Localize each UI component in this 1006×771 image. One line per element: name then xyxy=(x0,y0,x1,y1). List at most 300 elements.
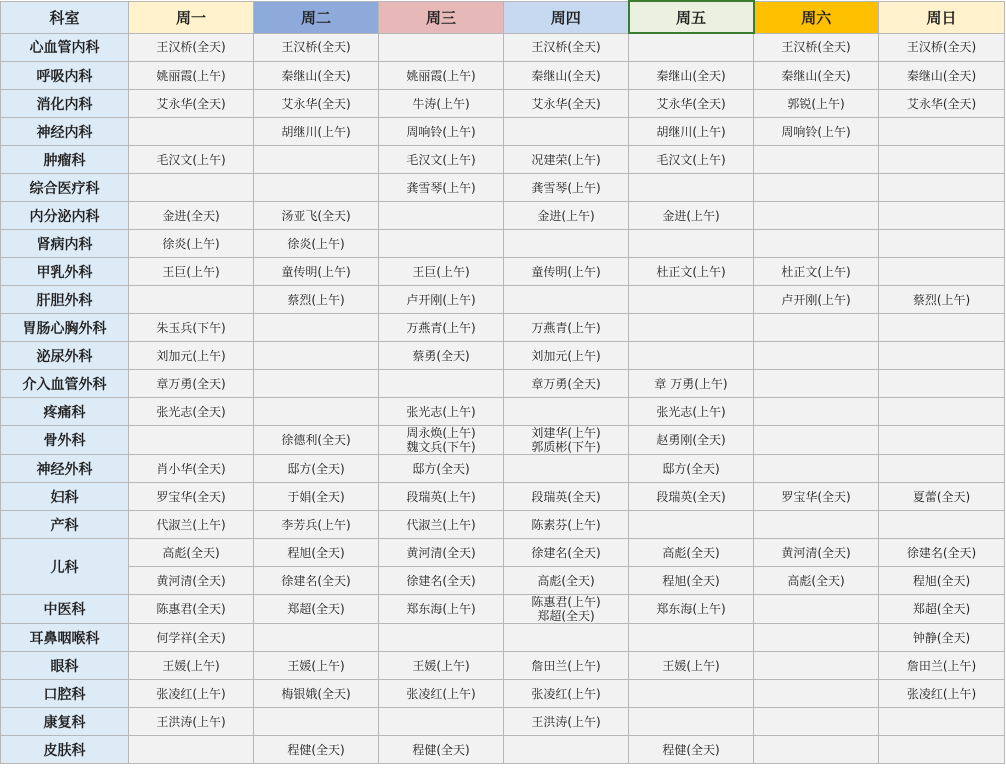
doctor-entry: 王洪涛(上午) xyxy=(531,714,601,729)
department-cell: 疼痛科 xyxy=(1,398,129,426)
doctor-entry: 蔡勇(全天) xyxy=(412,348,470,363)
schedule-cell xyxy=(879,426,1005,455)
schedule-cell xyxy=(754,90,879,118)
schedule-cell xyxy=(504,680,629,708)
department-cell: 中医科 xyxy=(1,595,129,624)
schedule-cell xyxy=(379,680,504,708)
doctor-entry: 童传明(上午) xyxy=(281,264,351,279)
doctor-entry: 王汉桥(全天) xyxy=(156,40,226,55)
table-row xyxy=(1,398,1005,426)
schedule-cell xyxy=(379,258,504,286)
schedule-cell xyxy=(629,483,754,511)
schedule-cell xyxy=(504,230,629,258)
schedule-cell xyxy=(254,511,379,539)
doctor-entry: 秦继山(全天) xyxy=(781,68,851,83)
doctor-entry: 邸方(全天) xyxy=(412,461,470,476)
table-row xyxy=(1,314,1005,342)
schedule-cell xyxy=(629,426,754,455)
schedule-cell xyxy=(254,708,379,736)
department-cell: 泌尿外科 xyxy=(1,342,129,370)
doctor-entry: 梅银娥(全天) xyxy=(281,686,351,701)
schedule-cell xyxy=(129,370,254,398)
doctor-entry: 章万勇(全天) xyxy=(531,376,601,391)
schedule-cell xyxy=(754,736,879,764)
doctor-entry: 毛汉文(上午) xyxy=(656,152,726,167)
doctor-entry: 万燕青(上午) xyxy=(406,320,476,335)
department-cell: 眼科 xyxy=(1,652,129,680)
table-row xyxy=(1,680,1005,708)
day-header-tue: 周二 xyxy=(254,1,379,33)
schedule-cell xyxy=(879,286,1005,314)
schedule-cell xyxy=(879,539,1005,567)
department-cell: 内分泌内科 xyxy=(1,202,129,230)
department-cell: 肾病内科 xyxy=(1,230,129,258)
doctor-entry: 黄河清(全天) xyxy=(406,545,476,560)
doctor-entry: 罗宝华(全天) xyxy=(156,489,226,504)
doctor-entry: 徐建名(全天) xyxy=(281,573,351,588)
doctor-entry: 李芳兵(上午) xyxy=(281,517,351,532)
schedule-cell xyxy=(254,483,379,511)
doctor-entry: 钟静(全天) xyxy=(912,630,971,645)
schedule-cell xyxy=(379,539,504,567)
table-row xyxy=(1,539,1005,567)
schedule-cell xyxy=(504,398,629,426)
doctor-entry: 章 万勇(上午) xyxy=(654,376,728,391)
schedule-cell xyxy=(504,455,629,483)
schedule-cell xyxy=(629,202,754,230)
schedule-cell xyxy=(879,398,1005,426)
schedule-cell xyxy=(504,511,629,539)
doctor-entry: 周响铃(上午) xyxy=(406,124,476,139)
doctor-entry: 徐炎(上午) xyxy=(162,236,220,251)
doctor-entry: 代淑兰(上午) xyxy=(156,517,226,532)
doctor-entry: 黄河清(全天) xyxy=(781,545,851,560)
schedule-cell xyxy=(129,62,254,90)
table-row xyxy=(1,708,1005,736)
schedule-cell xyxy=(254,314,379,342)
schedule-cell xyxy=(754,118,879,146)
schedule-cell xyxy=(379,174,504,202)
schedule-cell xyxy=(254,202,379,230)
doctor-entry: 徐建名(全天) xyxy=(406,573,476,588)
department-cell: 神经外科 xyxy=(1,455,129,483)
schedule-cell xyxy=(504,736,629,764)
schedule-cell xyxy=(129,595,254,624)
doctor-entry: 童传明(上午) xyxy=(531,264,601,279)
doctor-entry: 龚雪琴(上午) xyxy=(406,180,476,195)
doctor-entry: 秦继山(全天) xyxy=(531,68,601,83)
doctor-entry: 王媛(上午) xyxy=(162,658,220,673)
schedule-cell xyxy=(129,118,254,146)
schedule-cell xyxy=(754,314,879,342)
header-row xyxy=(1,1,1005,33)
schedule-cell xyxy=(129,286,254,314)
schedule-cell xyxy=(504,652,629,680)
department-cell: 肿瘤科 xyxy=(1,146,129,174)
schedule-cell xyxy=(379,455,504,483)
doctor-entry: 夏蕾(全天) xyxy=(912,489,971,504)
schedule-cell xyxy=(629,342,754,370)
department-cell: 消化内科 xyxy=(1,90,129,118)
doctor-entry: 郑东海(上午) xyxy=(406,602,476,616)
schedule-cell xyxy=(379,342,504,370)
doctor-entry: 刘加元(上午) xyxy=(531,348,601,363)
schedule-cell xyxy=(629,230,754,258)
doctor-entry: 万燕青(上午) xyxy=(531,320,601,335)
schedule-cell xyxy=(254,146,379,174)
schedule-cell xyxy=(379,146,504,174)
schedule-cell xyxy=(129,342,254,370)
schedule-cell xyxy=(379,90,504,118)
day-header-mon: 周一 xyxy=(129,1,254,33)
schedule-cell xyxy=(754,567,879,595)
schedule-cell xyxy=(754,146,879,174)
schedule-cell xyxy=(879,483,1005,511)
doctor-entry: 王媛(上午) xyxy=(662,658,720,673)
schedule-cell xyxy=(254,370,379,398)
doctor-entry: 陈素芬(上午) xyxy=(531,517,601,532)
table-row xyxy=(1,511,1005,539)
department-cell: 神经内科 xyxy=(1,118,129,146)
schedule-cell xyxy=(129,511,254,539)
doctor-entry: 王媛(上午) xyxy=(287,658,345,673)
doctor-entry: 高彪(全天) xyxy=(787,573,845,588)
schedule-cell xyxy=(504,567,629,595)
schedule-cell xyxy=(504,62,629,90)
schedule-cell xyxy=(504,174,629,202)
doctor-entry: 杜正文(上午) xyxy=(781,264,851,279)
doctor-entry: 段瑞英(上午) xyxy=(406,489,476,504)
schedule-cell xyxy=(254,90,379,118)
doctor-entry: 蔡烈(上午) xyxy=(287,292,345,307)
schedule-cell xyxy=(504,202,629,230)
schedule-cell xyxy=(754,258,879,286)
department-cell: 介入血管外科 xyxy=(1,370,129,398)
doctor-entry: 王汉桥(全天) xyxy=(531,40,601,55)
doctor-entry: 程旭(全天) xyxy=(287,545,345,560)
schedule-cell xyxy=(129,539,254,567)
doctor-entry: 卢开刚(上午) xyxy=(406,292,476,307)
table-row xyxy=(1,118,1005,146)
doctor-entry: 徐德利(全天) xyxy=(281,433,351,447)
department-cell: 综合医疗科 xyxy=(1,174,129,202)
table-row xyxy=(1,230,1005,258)
table-row xyxy=(1,426,1005,455)
doctor-entry: 胡继川(上午) xyxy=(656,124,726,139)
table-row xyxy=(1,736,1005,764)
schedule-cell xyxy=(879,455,1005,483)
doctor-entry: 朱玉兵(下午) xyxy=(156,320,226,335)
schedule-cell xyxy=(379,398,504,426)
doctor-entry: 张凌红(上午) xyxy=(406,686,476,701)
department-cell: 肝胆外科 xyxy=(1,286,129,314)
doctor-entry: 金进(上午) xyxy=(537,208,595,223)
schedule-cell xyxy=(379,230,504,258)
schedule-cell xyxy=(504,33,629,62)
doctor-entry: 蔡烈(上午) xyxy=(912,292,971,307)
doctor-entry: 王巨(上午) xyxy=(412,264,470,279)
doctor-entry: 况建荣(上午) xyxy=(531,152,601,167)
schedule-cell xyxy=(879,624,1005,652)
schedule-cell xyxy=(504,539,629,567)
schedule-cell xyxy=(629,314,754,342)
table-row xyxy=(1,62,1005,90)
doctor-entry: 魏文兵(下午) xyxy=(406,440,476,454)
schedule-cell xyxy=(629,146,754,174)
schedule-cell xyxy=(254,680,379,708)
schedule-cell xyxy=(129,230,254,258)
doctor-entry: 王汉桥(全天) xyxy=(281,40,351,55)
doctor-entry: 毛汉文(上午) xyxy=(156,152,226,167)
schedule-cell xyxy=(754,370,879,398)
schedule-cell xyxy=(629,511,754,539)
schedule-cell xyxy=(379,708,504,736)
table-row xyxy=(1,258,1005,286)
doctor-entry: 陈惠君(上午) xyxy=(531,595,601,609)
schedule-cell xyxy=(129,455,254,483)
schedule-cell xyxy=(629,398,754,426)
schedule-cell xyxy=(629,736,754,764)
schedule-cell xyxy=(129,483,254,511)
doctor-entry: 邸方(全天) xyxy=(287,461,345,476)
schedule-cell xyxy=(129,426,254,455)
department-cell: 康复科 xyxy=(1,708,129,736)
doctor-entry: 姚丽霞(上午) xyxy=(156,68,226,83)
doctor-entry: 黄河清(全天) xyxy=(156,573,226,588)
schedule-cell xyxy=(379,370,504,398)
doctor-entry: 段瑞英(全天) xyxy=(656,489,726,504)
schedule-cell xyxy=(379,624,504,652)
schedule-cell xyxy=(629,286,754,314)
schedule-cell xyxy=(129,314,254,342)
table-row xyxy=(1,342,1005,370)
schedule-cell xyxy=(629,539,754,567)
doctor-entry: 张凌红(上午) xyxy=(531,686,601,701)
table-row xyxy=(1,90,1005,118)
schedule-cell xyxy=(504,258,629,286)
schedule-cell xyxy=(254,652,379,680)
doctor-entry: 龚雪琴(上午) xyxy=(531,180,601,195)
schedule-cell xyxy=(629,62,754,90)
schedule-cell xyxy=(254,539,379,567)
doctor-entry: 詹田兰(上午) xyxy=(906,658,977,673)
schedule-cell xyxy=(379,426,504,455)
schedule-cell xyxy=(879,680,1005,708)
schedule-cell xyxy=(254,230,379,258)
schedule-cell xyxy=(629,90,754,118)
doctor-entry: 姚丽霞(上午) xyxy=(406,68,476,83)
schedule-cell xyxy=(754,202,879,230)
schedule-cell xyxy=(504,90,629,118)
schedule-cell xyxy=(754,511,879,539)
doctor-entry: 肖小华(全天) xyxy=(156,461,226,476)
schedule-cell xyxy=(504,624,629,652)
doctor-entry: 艾永华(全天) xyxy=(156,96,226,111)
doctor-entry: 张凌红(上午) xyxy=(906,686,977,701)
doctor-entry: 卢开刚(上午) xyxy=(781,292,851,307)
schedule-cell xyxy=(879,174,1005,202)
schedule-cell xyxy=(879,230,1005,258)
schedule-cell xyxy=(379,567,504,595)
schedule-cell xyxy=(754,483,879,511)
schedule-cell xyxy=(629,33,754,62)
schedule-cell xyxy=(879,342,1005,370)
table-row xyxy=(1,624,1005,652)
day-header-fri: 周五 xyxy=(629,1,754,33)
doctor-entry: 程旭(全天) xyxy=(912,573,971,588)
schedule-cell xyxy=(629,680,754,708)
schedule-cell xyxy=(879,90,1005,118)
schedule-cell xyxy=(379,62,504,90)
table-row xyxy=(1,567,1005,595)
schedule-cell xyxy=(254,174,379,202)
schedule-cell xyxy=(254,33,379,62)
doctor-entry: 张光志(上午) xyxy=(656,404,726,419)
doctor-entry: 段瑞英(全天) xyxy=(531,489,601,504)
doctor-entry: 毛汉文(上午) xyxy=(406,152,476,167)
doctor-entry: 秦继山(全天) xyxy=(281,68,351,83)
table-row xyxy=(1,174,1005,202)
doctor-entry: 秦继山(全天) xyxy=(906,68,977,83)
doctor-entry: 徐建名(全天) xyxy=(531,545,601,560)
schedule-cell xyxy=(754,230,879,258)
department-cell: 口腔科 xyxy=(1,680,129,708)
schedule-cell xyxy=(879,258,1005,286)
doctor-entry: 罗宝华(全天) xyxy=(781,489,851,504)
table-row xyxy=(1,595,1005,624)
schedule-cell xyxy=(879,511,1005,539)
doctor-entry: 邸方(全天) xyxy=(662,461,720,476)
schedule-cell xyxy=(254,426,379,455)
schedule-cell xyxy=(129,258,254,286)
schedule-cell xyxy=(379,595,504,624)
schedule-cell xyxy=(629,370,754,398)
schedule-cell xyxy=(629,708,754,736)
department-cell: 骨外科 xyxy=(1,426,129,455)
department-cell: 皮肤科 xyxy=(1,736,129,764)
table-row xyxy=(1,286,1005,314)
doctor-entry: 艾永华(全天) xyxy=(531,96,601,111)
schedule-cell xyxy=(254,736,379,764)
doctor-entry: 陈惠君(全天) xyxy=(156,602,226,616)
schedule-cell xyxy=(254,567,379,595)
doctor-entry: 金进(上午) xyxy=(662,208,720,223)
doctor-entry: 赵勇刚(全天) xyxy=(656,433,726,447)
schedule-cell xyxy=(129,736,254,764)
department-cell: 产科 xyxy=(1,511,129,539)
schedule-cell xyxy=(129,146,254,174)
doctor-entry: 王洪涛(上午) xyxy=(156,714,226,729)
doctor-entry: 高彪(全天) xyxy=(162,545,220,560)
schedule-cell xyxy=(879,370,1005,398)
day-header-thu: 周四 xyxy=(504,1,629,33)
schedule-cell xyxy=(254,62,379,90)
schedule-cell xyxy=(379,736,504,764)
schedule-cell xyxy=(129,680,254,708)
schedule-cell xyxy=(504,118,629,146)
schedule-cell xyxy=(254,455,379,483)
schedule-cell xyxy=(879,146,1005,174)
schedule-cell xyxy=(129,708,254,736)
schedule-cell xyxy=(129,652,254,680)
doctor-entry: 郑超(全天) xyxy=(537,609,595,623)
doctor-entry: 郭质彬(下午) xyxy=(531,440,601,454)
schedule-cell xyxy=(379,483,504,511)
department-cell: 儿科 xyxy=(1,539,129,595)
schedule-cell xyxy=(504,426,629,455)
table-row xyxy=(1,33,1005,62)
doctor-entry: 周永焕(上午) xyxy=(406,426,476,440)
table-row xyxy=(1,483,1005,511)
schedule-cell xyxy=(754,398,879,426)
doctor-entry: 周响铃(上午) xyxy=(781,124,851,139)
schedule-cell xyxy=(879,567,1005,595)
doctor-entry: 章万勇(全天) xyxy=(156,376,226,391)
doctor-entry: 郑超(全天) xyxy=(912,602,971,616)
dept-header: 科室 xyxy=(1,1,129,33)
schedule-cell xyxy=(129,398,254,426)
schedule-cell xyxy=(879,652,1005,680)
schedule-cell xyxy=(379,652,504,680)
doctor-entry: 艾永华(全天) xyxy=(906,96,977,111)
doctor-entry: 王汉桥(全天) xyxy=(906,40,977,55)
doctor-entry: 艾永华(全天) xyxy=(656,96,726,111)
schedule-cell xyxy=(754,680,879,708)
doctor-entry: 张光志(上午) xyxy=(406,404,476,419)
schedule-cell xyxy=(754,539,879,567)
schedule-cell xyxy=(504,146,629,174)
schedule-cell xyxy=(379,118,504,146)
schedule-cell xyxy=(129,624,254,652)
schedule-cell xyxy=(379,511,504,539)
department-cell: 呼吸内科 xyxy=(1,62,129,90)
department-cell: 妇科 xyxy=(1,483,129,511)
schedule-cell xyxy=(629,652,754,680)
schedule-cell xyxy=(754,286,879,314)
doctor-entry: 程健(全天) xyxy=(412,742,470,757)
doctor-entry: 何学祥(全天) xyxy=(156,630,226,645)
department-cell: 耳鼻咽喉科 xyxy=(1,624,129,652)
schedule-cell xyxy=(629,258,754,286)
doctor-entry: 艾永华(全天) xyxy=(281,96,351,111)
schedule-cell xyxy=(754,62,879,90)
day-header-sat: 周六 xyxy=(754,1,879,33)
doctor-entry: 刘加元(上午) xyxy=(156,348,226,363)
schedule-cell xyxy=(754,33,879,62)
schedule-cell xyxy=(129,567,254,595)
schedule-cell xyxy=(629,567,754,595)
schedule-cell xyxy=(379,286,504,314)
schedule-cell xyxy=(504,595,629,624)
doctor-entry: 于娟(全天) xyxy=(287,489,345,504)
schedule-cell xyxy=(879,736,1005,764)
schedule-cell xyxy=(879,595,1005,624)
doctor-entry: 程健(全天) xyxy=(287,742,345,757)
doctor-entry: 王汉桥(全天) xyxy=(781,40,851,55)
doctor-entry: 徐建名(全天) xyxy=(906,545,977,560)
table-row xyxy=(1,146,1005,174)
schedule-cell xyxy=(879,33,1005,62)
schedule-cell xyxy=(504,370,629,398)
schedule-cell xyxy=(504,708,629,736)
doctor-entry: 王媛(上午) xyxy=(412,658,470,673)
schedule-cell xyxy=(754,174,879,202)
doctor-entry: 高彪(全天) xyxy=(537,573,595,588)
doctor-entry: 牛涛(上午) xyxy=(412,96,470,111)
schedule-cell xyxy=(754,652,879,680)
schedule-cell xyxy=(879,118,1005,146)
schedule-cell xyxy=(754,595,879,624)
